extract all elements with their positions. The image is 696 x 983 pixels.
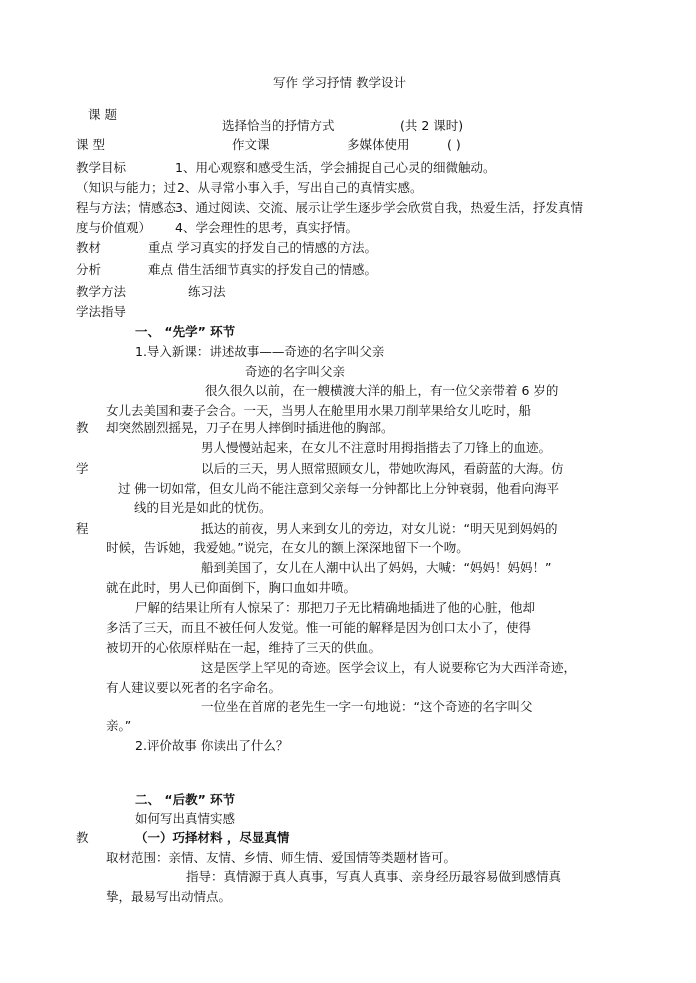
- scope-line: 取材范围：亲情、友情、乡情、师生情、爱国情等类题材皆可。: [106, 850, 457, 865]
- story-p4-line2: 时候，告诉她，我爱她。”说完，在女儿的额上深深地留下一个吻。: [106, 540, 469, 555]
- side-label-jiao-2: 教: [76, 830, 89, 845]
- story-p6-line2: 多活了三天，而且不被任何人发觉。惟一可能的解释是因为创口太小了，使得: [106, 620, 532, 635]
- study-label: 学法指导: [76, 304, 127, 319]
- guide-line2: 挚，最易写出动情点。: [106, 889, 232, 904]
- page-title: 写作 学习抒情 教学设计: [273, 75, 406, 90]
- goal-2-prefix: （知识与能力；过: [76, 180, 177, 195]
- type-value: 作文课: [232, 137, 270, 152]
- goal-4-prefix: 度与价值观）: [76, 220, 152, 235]
- subsection1-title: （一）巧择材料 ，尽显真情: [135, 830, 290, 845]
- evaluate-line: 2.评价故事 你读出了什么？: [135, 738, 289, 753]
- story-p8-line1: 一位坐在首席的老先生一字一句地说：“这个奇迹的名字叫父: [201, 699, 533, 714]
- story-p4-line1: 抵达的前夜，男人来到女儿的旁边，对女儿说：“明天见到妈妈的: [201, 521, 558, 536]
- story-p1-line1: 很久很久以前，在一艘横渡大洋的船上，有一位父亲带着 6 岁的: [205, 383, 559, 398]
- story-title: 奇迹的名字叫父亲: [245, 364, 346, 379]
- type-label: 课 型: [76, 137, 105, 152]
- story-p3-line1: 以后的三天，男人照常照顾女儿，带她吹海风，看蔚蓝的大海。仿: [201, 461, 564, 476]
- course-hours: (共 2 课时): [400, 118, 464, 133]
- story-p8-line2: 亲。”: [106, 718, 132, 733]
- difficult-point: 难点 借生活细节真实的抒发自己的情感。: [148, 262, 377, 277]
- how-to-line: 如何写出真情实感: [135, 811, 236, 826]
- side-label-cheng: 程: [76, 521, 89, 536]
- side-label-xue: 学: [76, 461, 89, 476]
- story-p6-line1: 尸解的结果让所有人惊呆了：那把刀子无比精确地插进了他的心脏，他却: [135, 600, 536, 615]
- story-p7-line1: 这是医学上罕见的奇迹。医学会议上，有人说要称它为大西洋奇迹，: [201, 660, 577, 675]
- story-p1-line3: 却突然剧烈摇晃，刀子在男人摔倒时插进他的胸部。: [106, 420, 394, 435]
- story-p5-line2: 就在此时，男人已仰面倒下，胸口血如井喷。: [106, 580, 357, 595]
- side-label-jiao: 教: [76, 420, 89, 435]
- goal-label: 教学目标: [76, 160, 127, 175]
- course-topic: 选择恰当的抒情方式: [222, 118, 335, 133]
- story-p6-line3: 被切开的心依原样贴在一起，维持了三天的供血。: [106, 640, 382, 655]
- story-p3-line2: 佛一切如常，但女儿尚不能注意到父亲每一分钟都比上分钟衰弱，他看向海平: [134, 481, 560, 496]
- side-label-guo: 过: [118, 481, 131, 496]
- media-label: 多媒体使用: [347, 137, 410, 152]
- media-paren: ( ): [447, 137, 461, 152]
- story-p3-line3: 线的目光是如此的忧伤。: [134, 500, 272, 515]
- story-p2: 男人慢慢站起来，在女儿不注意时用拇指揩去了刀锋上的血迹。: [201, 440, 552, 455]
- section1-title: 一、 “先学” 环节: [135, 324, 236, 339]
- goal-3: 3、通过阅读、交流、展示让学生逐步学会欣赏自我，热爱生活，抒发真情: [175, 200, 583, 215]
- key-point: 重点 学习真实的抒发自己的情感的方法。: [148, 240, 377, 255]
- story-p7-line2: 有人建议要以死者的名字命名。: [106, 680, 282, 695]
- story-p5-line1: 船到美国了，女儿在人潮中认出了妈妈，大喊：“妈妈！妈妈！”: [201, 560, 552, 575]
- goal-4: 4、学会理性的思考，真实抒情。: [175, 220, 358, 235]
- intro-line: 1.导入新课：讲述故事——奇迹的名字叫父亲: [135, 344, 385, 359]
- method-label: 教学方法: [76, 284, 127, 299]
- course-label: 课 题: [88, 107, 117, 122]
- goal-1: 1、用心观察和感受生活，学会捕捉自己心灵的细微触动。: [175, 160, 496, 175]
- goal-3-prefix: 程与方法；情感态: [76, 200, 177, 215]
- method-value: 练习法: [188, 284, 226, 299]
- goal-2: 2、从寻常小事入手，写出自己的真情实感。: [177, 180, 423, 195]
- analysis-label-1: 教材: [76, 240, 102, 255]
- guide-line1: 指导：真情源于真人真事，写真人真事、亲身经历最容易做到感情真: [186, 869, 562, 884]
- section2-title: 二、 “后教” 环节: [135, 792, 236, 807]
- analysis-label-2: 分析: [76, 262, 102, 277]
- story-p1-line2: 女儿去美国和妻子会合。一天，当男人在舱里用水果刀削苹果给女儿吃时，船: [106, 403, 532, 418]
